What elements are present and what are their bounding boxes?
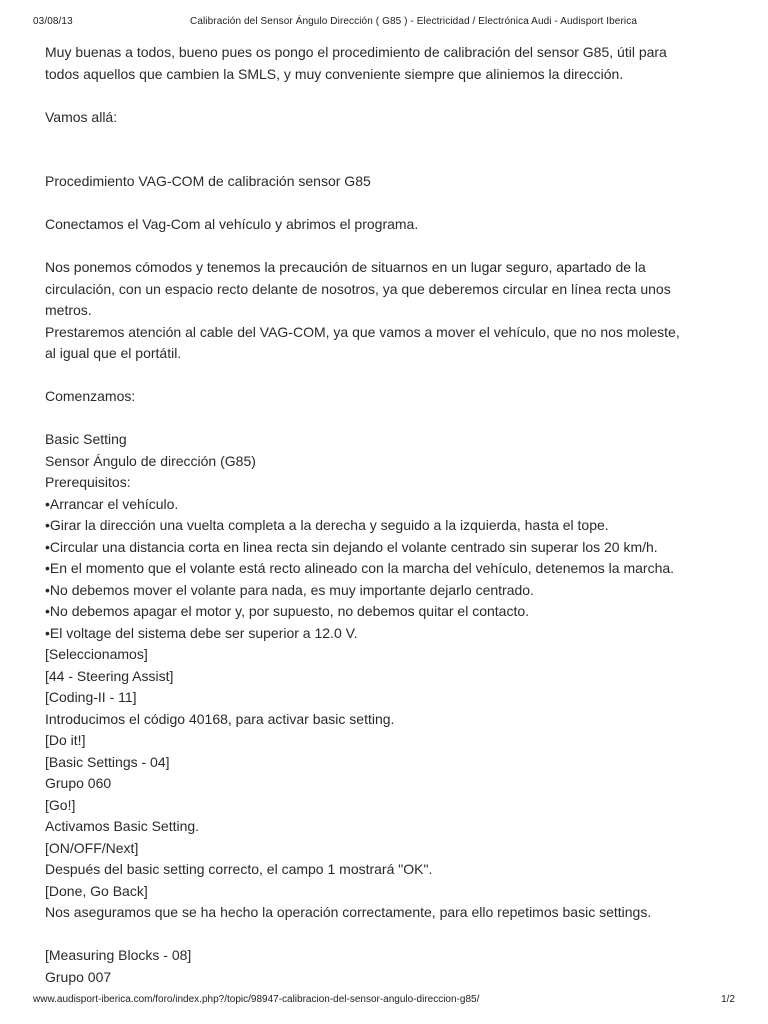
step-line: [Basic Settings - 04]	[45, 753, 170, 770]
print-date: 03/08/13	[33, 16, 73, 27]
step-line: Nos aseguramos que se ha hecho la operación correctamente, para ello repetimos basic settings.	[45, 904, 652, 920]
step-line: Grupo 060	[45, 775, 112, 791]
precaution-line: Prestaremos atención al cable del VAG-COM, ya que vamos a mover el vehículo, que no nos moleste,	[45, 323, 680, 340]
step-line: [Go!]	[45, 796, 76, 813]
step-line: Activamos Basic Setting.	[45, 818, 200, 834]
step-line: [Done, Go Back]	[45, 882, 148, 899]
print-footer	[33, 994, 735, 1008]
procedure-heading: Procedimiento VAG-COM de calibración sensor G85	[45, 173, 371, 189]
connect-text: Conectamos el Vag-Com al vehículo y abrimos el programa.	[45, 216, 419, 232]
step-line: •Arrancar el vehículo.	[45, 495, 179, 512]
step-line: [ON/OFF/Next]	[45, 839, 139, 856]
page-title: Calibración del Sensor Ángulo Dirección ( G85 ) - Electricidad / Electrónica Audi - Audisport Iberica	[190, 16, 637, 27]
precaution-line: Nos ponemos cómodos y tenemos la precaución de situarnos en un lugar seguro, apartado de la	[45, 259, 646, 275]
step-line: Prerequisitos:	[45, 474, 131, 490]
precaution-line: metros.	[45, 302, 92, 318]
precaution-line: circulación, con un espacio recto delante de nosotros, ya que deberemos circular en línea recta unos	[45, 280, 671, 297]
print-header	[33, 16, 735, 30]
step-line: Basic Setting	[45, 431, 127, 447]
vamos-text: Vamos allá:	[45, 108, 118, 125]
step-line: •En el momento que el volante está recto alineado con la marcha del vehículo, detenemos la marcha.	[45, 560, 675, 576]
step-line: Sensor Ángulo de dirección (G85)	[45, 452, 256, 469]
measuring-line: [Measuring Blocks - 08]	[45, 947, 192, 963]
precaution-line: al igual que el portátil.	[45, 345, 182, 361]
step-line: •Girar la dirección una vuelta completa a la derecha y seguido a la izquierda, hasta el tope.	[45, 517, 609, 533]
step-line: Introducimos el código 40168, para activar basic setting.	[45, 710, 395, 727]
step-line: [44 - Steering Assist]	[45, 667, 174, 684]
step-line: Después del basic setting correcto, el campo 1 mostrará "OK".	[45, 861, 433, 877]
page-url: www.audisport-iberica.com/foro/index.php?/topic/98947-calibracion-del-sensor-angulo-direccion-g85/	[33, 994, 480, 1005]
step-line: [Seleccionamos]	[45, 646, 148, 662]
intro-line: todos aquellos que cambien la SMLS, y muy conveniente siempre que aliniemos la dirección.	[45, 65, 624, 82]
step-line: •No debemos apagar el motor y, por supuesto, no debemos quitar el contacto.	[45, 603, 530, 619]
step-line: •Circular una distancia corta en linea recta sin dejando el volante centrado sin superar los 20 km/h.	[45, 538, 658, 555]
start-text: Comenzamos:	[45, 388, 136, 404]
measuring-line: Grupo 007	[45, 968, 112, 985]
post-body	[45, 42, 735, 988]
step-line: •No debemos mover el volante para nada, es muy importante dejarlo centrado.	[45, 581, 534, 598]
step-line: •El voltage del sistema debe ser superior a 12.0 V.	[45, 624, 358, 641]
page-number: 1/2	[721, 994, 735, 1005]
step-line: [Do it!]	[45, 732, 86, 748]
intro-line: Muy buenas a todos, bueno pues os pongo el procedimiento de calibración del sensor G85, útil para	[45, 44, 667, 60]
step-line: [Coding-II - 11]	[45, 689, 137, 705]
